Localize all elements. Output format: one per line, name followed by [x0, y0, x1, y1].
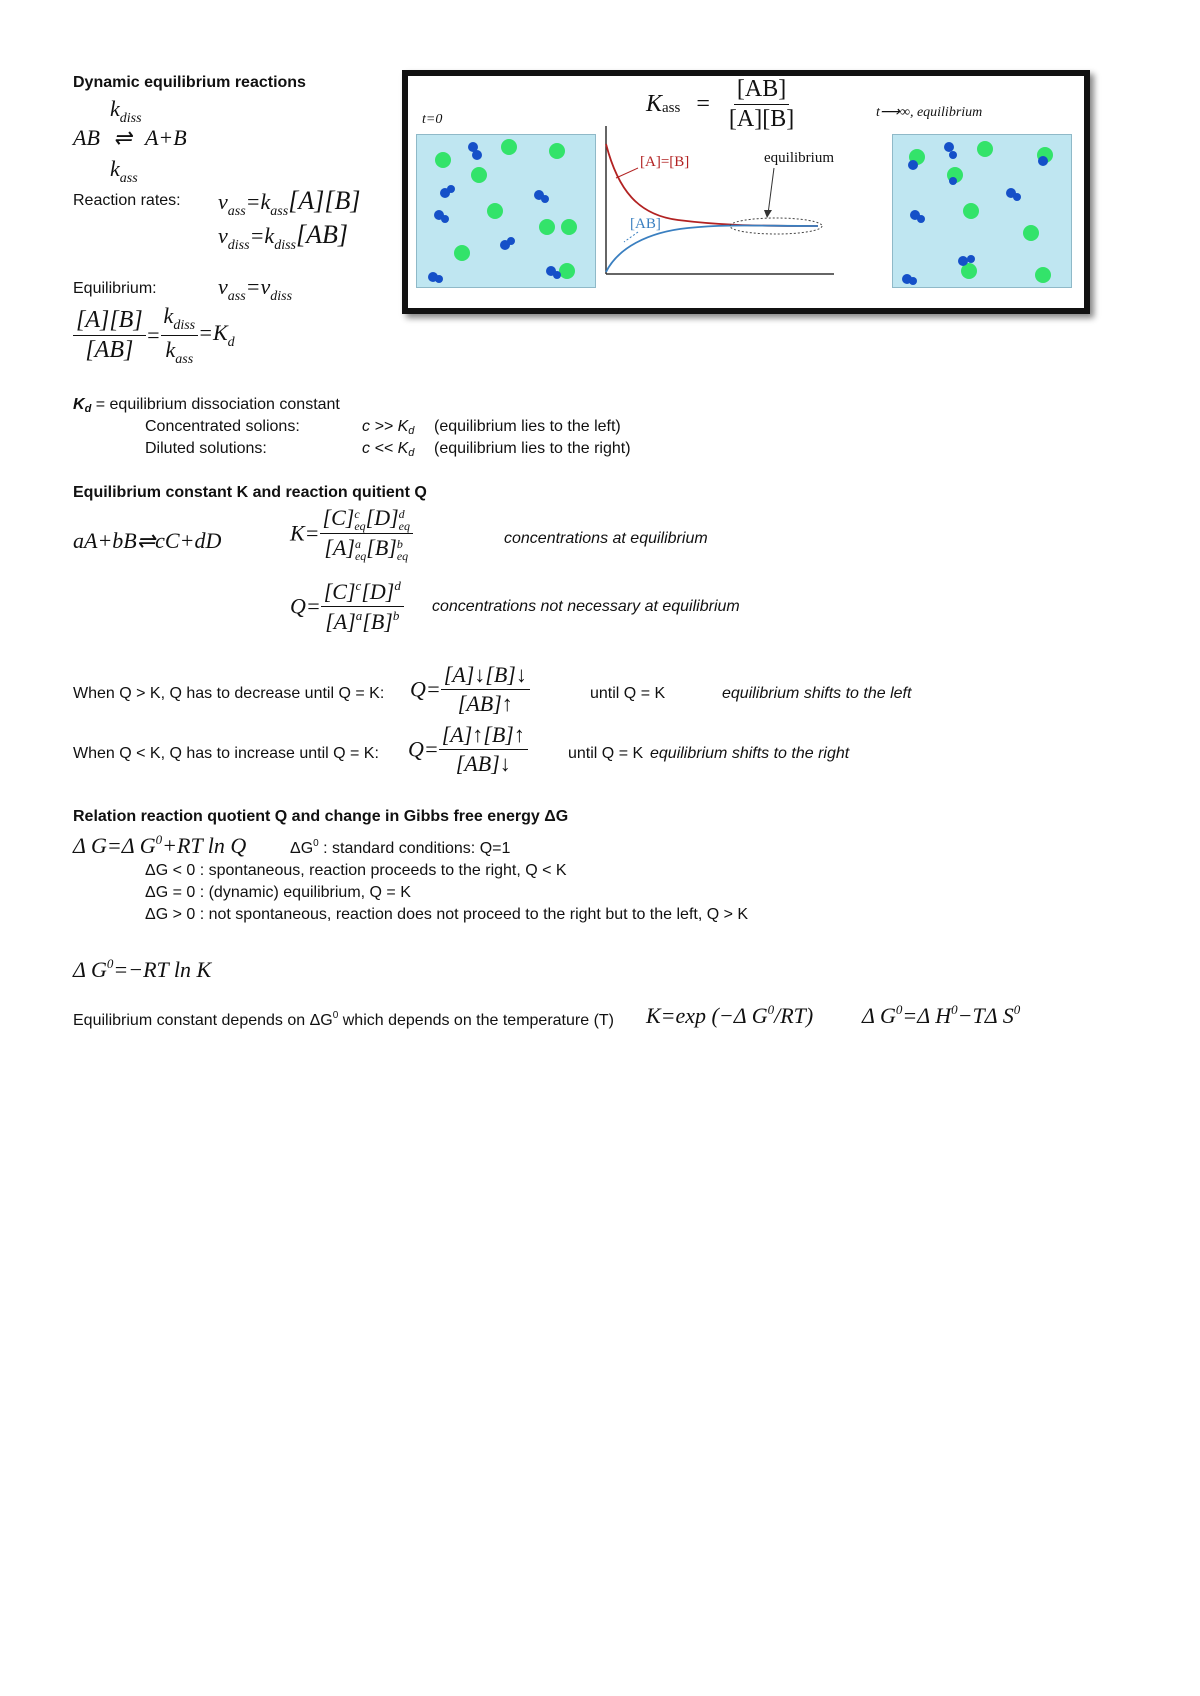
- gibbs-enthalpy-entropy-equation: Δ $G^0=\Delta$ $H^0-T\Delta$ $S^0$: [862, 1002, 1021, 1028]
- initial-molecules: [417, 135, 595, 287]
- kd-row-diluted-note: (equilibrium lies to the right): [434, 440, 631, 457]
- dissociation-reaction: AB ⇌ A+B: [73, 125, 187, 150]
- concentration-time-graph: [598, 120, 838, 290]
- Q-expression: Q= $\frac{[C]^c[D]^d}{[A]^a[B]^b}$: [290, 578, 404, 635]
- general-reaction: aA+bB⇌cC+dD: [73, 528, 222, 553]
- equilibrium-pointer-arrow-icon: [764, 210, 772, 218]
- equilibrium-state-box: [892, 134, 1072, 288]
- equilibrium-figure: [402, 70, 1090, 314]
- kd-row-concentrated-note: (equilibrium lies to the left): [434, 418, 621, 435]
- kd-fraction-concentrations: $\frac{[A][B]}{[AB]}$: [73, 307, 146, 364]
- K-expression: K= [C] c eq [D] d eq [A] a eq [B] b eq: [290, 505, 413, 562]
- standard-gibbs-equation: Δ $G^0=-RT$ ln K: [73, 956, 212, 982]
- gibbs-line-negative: ΔG < 0 : spontaneous, reaction proceeds to the right, Q < K: [145, 862, 567, 879]
- shift-row2-Q: Q= $\frac{[A]↑[B]↑}{[AB]↓}$: [408, 722, 528, 777]
- K-exp-equation: K=exp (−Δ $G^0/RT$): [646, 1002, 814, 1028]
- kd-expression: $\frac{[A][B]}{[AB]}$ = $\frac{k_{diss}}{k_{ass}}$ $=K_d$: [73, 303, 235, 368]
- Q-note: concentrations not necessary at equilibrium: [432, 598, 740, 615]
- kass-formula: Kass = $\frac{[AB]}{[A][B]}$: [646, 76, 795, 132]
- equilibrium-arrow-icon: ⇌: [113, 125, 132, 150]
- initial-state-box: [416, 134, 596, 288]
- shift-row1-text: When Q > K, Q has to decrease until Q = K:: [73, 685, 385, 702]
- section-title-dynamic-equilibrium: Dynamic equilibrium reactions: [73, 74, 306, 91]
- shift-row2-text: When Q < K, Q has to increase until Q = K:: [73, 745, 379, 762]
- kd-row-diluted-label: Diluted solutions:: [145, 440, 267, 457]
- product-pointer-line: [624, 232, 638, 242]
- K-note: concentrations at equilibrium: [504, 530, 708, 547]
- equilibrium-pointer-line: [768, 168, 774, 214]
- equilibrium-label: Equilibrium:: [73, 280, 157, 297]
- kd-fraction-rate-constants: $\frac{k_{diss}}{k_{ass}}$: [161, 303, 199, 368]
- rate-association: $v_{ass}=k_{ass}[A][B]$: [218, 186, 361, 219]
- reaction-rates-label: Reaction rates:: [73, 192, 181, 209]
- curve-label-product: [AB]: [630, 216, 661, 232]
- section-title-gibbs: Relation reaction quotient Q and change in Gibbs free energy ΔG: [73, 808, 569, 825]
- gibbs-standard-conditions: $\Delta G^0$ : standard conditions: Q=1: [290, 838, 511, 857]
- k-ass-label: $k_{ass}$: [110, 156, 138, 186]
- rate-dissociation: $v_{diss}=k_{diss}[AB]$: [218, 220, 348, 253]
- shift-row1-note: equilibrium shifts to the left: [722, 685, 912, 702]
- equilibrium-molecules: [893, 135, 1071, 287]
- curve-label-reactants: [A]=[B]: [640, 154, 690, 170]
- gibbs-equation: Δ G=Δ $G^0+RT$ ln Q: [73, 832, 247, 858]
- kd-row-concentrated-cond: $c >> K_d$: [362, 418, 415, 437]
- shift-row1-Q: Q= $\frac{[A]↓[B]↓}{[AB]↑}$: [410, 662, 530, 717]
- equilibrium-condition: $v_{ass}=v_{diss}$: [218, 274, 293, 304]
- shift-row1-until: until Q = K: [590, 685, 666, 702]
- k-diss-label: $k_{diss}$: [110, 96, 142, 126]
- kd-definition: $K_d$ = equilibrium dissociation constant: [73, 396, 340, 415]
- gibbs-line-positive: ΔG > 0 : not spontaneous, reaction does not proceed to the right but to the left, Q > K: [145, 906, 749, 923]
- tinf-label: t⟶∞, equilibrium: [876, 105, 983, 120]
- kd-row-diluted-cond: $c << K_d$: [362, 440, 415, 459]
- temperature-dependence-text: Equilibrium constant depends on $\Delta G^0$ which depends on the temperature (T): [73, 1010, 614, 1029]
- gibbs-line-zero: ΔG = 0 : (dynamic) equilibrium, Q = K: [145, 884, 411, 901]
- shift-row2-note: equilibrium shifts to the right: [650, 745, 850, 762]
- section-title-equilibrium-constant: Equilibrium constant K and reaction quitient Q: [73, 484, 427, 501]
- shift-row2-until: until Q = K: [568, 745, 644, 762]
- curve-label-equilibrium: equilibrium: [764, 150, 834, 166]
- reactant-pointer-line: [616, 168, 638, 178]
- t0-label: t=0: [422, 112, 443, 127]
- kd-row-concentrated-label: Concentrated solions:: [145, 418, 300, 435]
